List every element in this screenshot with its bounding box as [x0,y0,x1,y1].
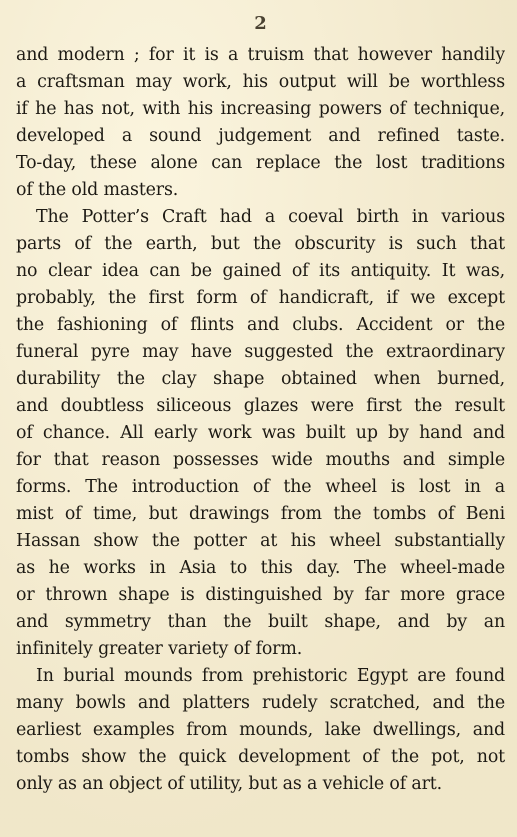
text-line: a craftsman may work, his output will be worthless [16,72,505,92]
page-number: 2 [254,13,267,34]
body-text [16,42,505,798]
text-line: tombs show the quick development of the pot, not [16,747,505,767]
text-line: developed a sound judgement and refined taste. [16,126,505,146]
text-line: and symmetry than the built shape, and by an [16,612,505,632]
text-line: durability the clay shape obtained when burned, [16,369,505,389]
text-line: parts of the earth, but the obscurity is such that [16,234,505,254]
paragraph [16,663,505,798]
text-line: and modern ; for it is a truism that however handily [16,45,505,65]
paragraph [16,204,505,663]
text-line: only as an object of utility, but as a vehicle of art. [16,774,443,794]
text-line: many bowls and platters rudely scratched, and the [16,693,505,713]
text-line: To-day, these alone can replace the lost traditions [16,153,505,173]
text-line: infinitely greater variety of form. [16,639,303,659]
text-line: probably, the first form of handicraft, if we except [16,288,505,308]
text-line: and doubtless siliceous glazes were first the result [16,396,505,416]
text-line: earliest examples from mounds, lake dwellings, and [16,720,505,740]
text-line: funeral pyre may have suggested the extraordinary [16,342,505,362]
text-line: In burial mounds from prehistoric Egypt are found [36,666,505,686]
text-line: or thrown shape is distinguished by far more grace [16,585,505,605]
text-line: no clear idea can be gained of its antiquity. It was, [16,261,505,281]
text-line: if he has not, with his increasing powers of technique, [16,99,505,119]
text-line: forms. The introduction of the wheel is lost in a [16,477,505,497]
text-line: as he works in Asia to this day. The wheel-made [16,558,505,578]
text-line: of the old masters. [16,180,179,200]
text-line: mist of time, but drawings from the tombs of Beni [16,504,505,524]
text-line: for that reason possesses wide mouths and simple [16,450,505,470]
paragraph [16,42,505,204]
text-line: the fashioning of flints and clubs. Accident or the [16,315,505,335]
text-line: of chance. All early work was built up by hand and [16,423,505,443]
text-line: The Potter’s Craft had a coeval birth in various [36,207,505,227]
text-line: Hassan show the potter at his wheel substantially [16,531,505,551]
